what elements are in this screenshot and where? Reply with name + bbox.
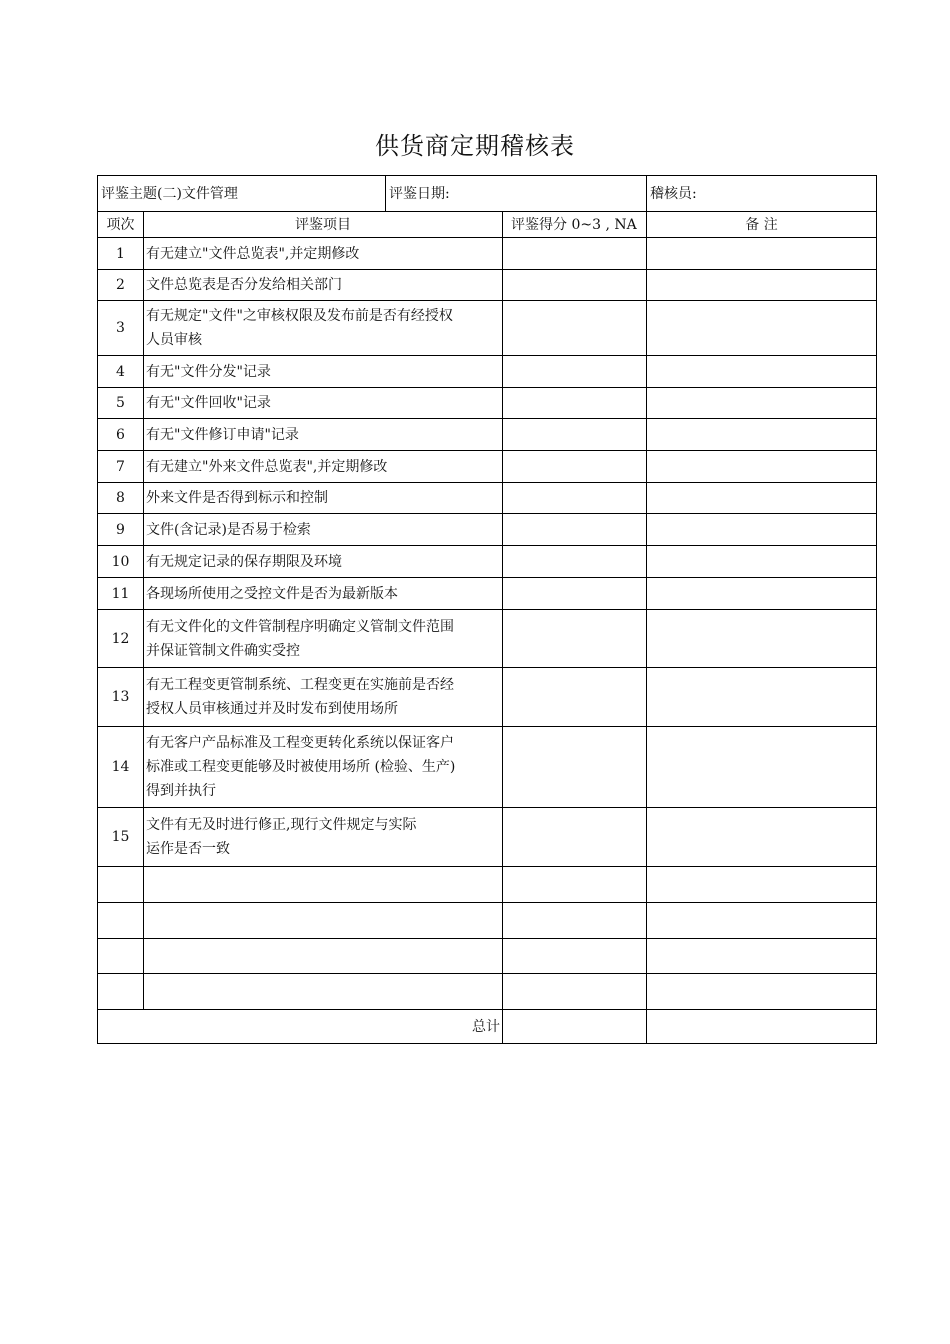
blank-row <box>98 867 877 903</box>
score-cell <box>503 301 647 356</box>
note-cell <box>647 610 877 668</box>
score-cell <box>503 808 647 867</box>
page-title: 供货商定期稽核表 <box>375 132 575 160</box>
note-cell <box>647 546 877 578</box>
note-cell <box>647 301 877 356</box>
date-label: 评鉴日期: <box>386 176 647 212</box>
score-cell <box>503 483 647 514</box>
note-cell <box>647 808 877 867</box>
item-number: 13 <box>98 668 144 727</box>
item-number: 6 <box>98 419 144 451</box>
item-text <box>144 903 503 939</box>
item-text: 文件总览表是否分发给相关部门 <box>144 270 503 301</box>
total-note-cell <box>647 1010 877 1044</box>
topic-label: 评鉴主题(二)文件管理 <box>98 176 386 212</box>
score-cell <box>503 578 647 610</box>
score-cell <box>503 356 647 388</box>
note-cell <box>647 514 877 546</box>
score-cell <box>503 238 647 270</box>
item-text <box>144 939 503 974</box>
col-header-item: 评鉴项目 <box>144 212 503 238</box>
item-text: 文件(含记录)是否易于检索 <box>144 514 503 546</box>
note-cell <box>647 483 877 514</box>
score-cell <box>503 867 647 903</box>
score-cell <box>503 903 647 939</box>
item-number: 10 <box>98 546 144 578</box>
score-cell <box>503 451 647 483</box>
note-cell <box>647 903 877 939</box>
item-number: 11 <box>98 578 144 610</box>
note-cell <box>647 727 877 808</box>
blank-row <box>98 974 877 1010</box>
table-row <box>98 514 877 546</box>
item-text: 有无建立"文件总览表",并定期修改 <box>144 238 503 270</box>
item-text: 有无工程变更管制系统、工程变更在实施前是否经 授权人员审核通过并及时发布到使用场所 <box>144 668 503 727</box>
item-number: 2 <box>98 270 144 301</box>
table-row <box>98 727 877 808</box>
total-label: 总计 <box>98 1010 503 1044</box>
item-number: 1 <box>98 238 144 270</box>
blank-row <box>98 939 877 974</box>
score-cell <box>503 388 647 419</box>
score-cell <box>503 974 647 1010</box>
score-cell <box>503 610 647 668</box>
table-row <box>98 301 877 356</box>
note-cell <box>647 451 877 483</box>
item-text: 有无规定记录的保存期限及环境 <box>144 546 503 578</box>
item-text: 有无建立"外来文件总览表",并定期修改 <box>144 451 503 483</box>
table-row <box>98 270 877 301</box>
score-cell <box>503 939 647 974</box>
table-row <box>98 419 877 451</box>
item-text <box>144 867 503 903</box>
item-text: 有无"文件回收"记录 <box>144 388 503 419</box>
item-number <box>98 903 144 939</box>
score-cell <box>503 668 647 727</box>
item-text: 外来文件是否得到标示和控制 <box>144 483 503 514</box>
col-header-num: 项次 <box>98 212 144 238</box>
note-cell <box>647 578 877 610</box>
item-text: 各现场所使用之受控文件是否为最新版本 <box>144 578 503 610</box>
item-number: 7 <box>98 451 144 483</box>
note-cell <box>647 270 877 301</box>
item-number: 14 <box>98 727 144 808</box>
note-cell <box>647 668 877 727</box>
item-text: 有无规定"文件"之审核权限及发布前是否有经授权 人员审核 <box>144 301 503 356</box>
table-row <box>98 546 877 578</box>
item-text: 有无"文件分发"记录 <box>144 356 503 388</box>
table-row <box>98 483 877 514</box>
item-number <box>98 867 144 903</box>
score-cell <box>503 546 647 578</box>
column-header-row <box>98 212 877 238</box>
table-row <box>98 451 877 483</box>
note-cell <box>647 388 877 419</box>
blank-row <box>98 903 877 939</box>
note-cell <box>647 974 877 1010</box>
item-text: 有无文件化的文件管制程序明确定义管制文件范围 并保证管制文件确实受控 <box>144 610 503 668</box>
total-score-cell <box>503 1010 647 1044</box>
score-cell <box>503 270 647 301</box>
item-number: 9 <box>98 514 144 546</box>
item-number: 12 <box>98 610 144 668</box>
table-row <box>98 808 877 867</box>
item-text: 文件有无及时进行修正,现行文件规定与实际 运作是否一致 <box>144 808 503 867</box>
header-info-row <box>98 176 877 212</box>
item-text: 有无客户产品标准及工程变更转化系统以保证客户 标准或工程变更能够及时被使用场所 (检验、生产) 得到并执行 <box>144 727 503 808</box>
table-row <box>98 578 877 610</box>
score-cell <box>503 727 647 808</box>
item-number: 3 <box>98 301 144 356</box>
col-header-score: 评鉴得分 0~3 , NA <box>503 212 647 238</box>
table-row <box>98 668 877 727</box>
item-number <box>98 939 144 974</box>
col-header-note: 备 注 <box>647 212 877 238</box>
item-text <box>144 974 503 1010</box>
total-row <box>98 1010 877 1044</box>
table-row <box>98 388 877 419</box>
note-cell <box>647 356 877 388</box>
item-text: 有无"文件修订申请"记录 <box>144 419 503 451</box>
item-number: 15 <box>98 808 144 867</box>
score-cell <box>503 419 647 451</box>
table-row <box>98 356 877 388</box>
note-cell <box>647 419 877 451</box>
item-number: 8 <box>98 483 144 514</box>
auditor-label: 稽核员: <box>647 176 877 212</box>
note-cell <box>647 867 877 903</box>
audit-table <box>97 175 877 1044</box>
item-number <box>98 974 144 1010</box>
item-number: 4 <box>98 356 144 388</box>
table-row <box>98 610 877 668</box>
note-cell <box>647 238 877 270</box>
table-row <box>98 238 877 270</box>
item-number: 5 <box>98 388 144 419</box>
score-cell <box>503 514 647 546</box>
note-cell <box>647 939 877 974</box>
